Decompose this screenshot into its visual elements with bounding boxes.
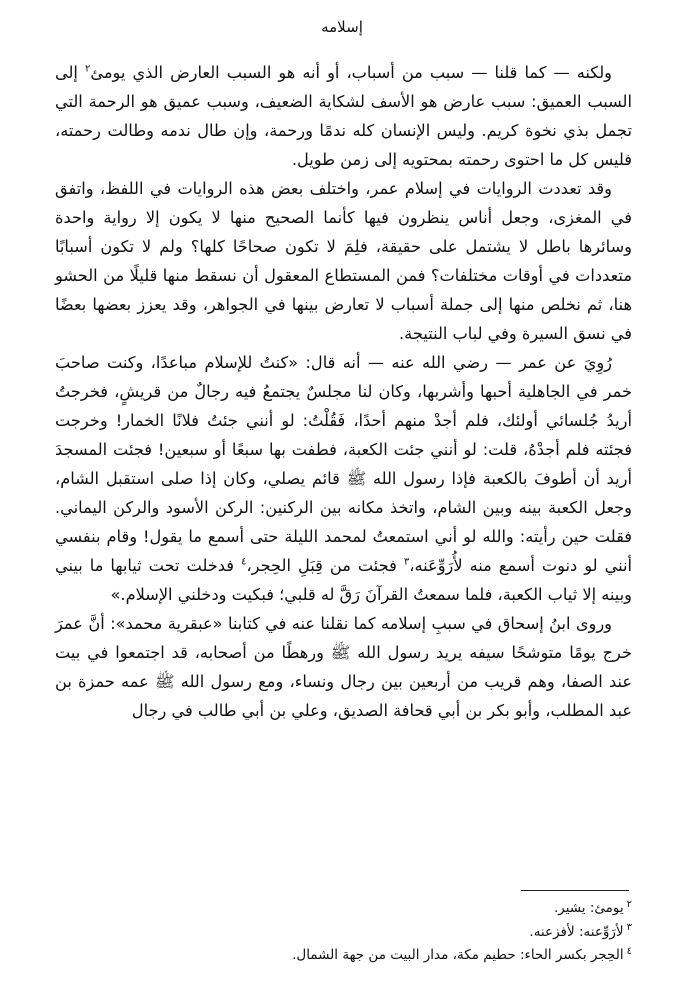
footnote-divider [521, 890, 629, 891]
paragraph-text: فدخلت تحت ثيابها ما بيني وبينه إلا ثياب الكعبة، فلما سمعتُ القرآنَ رَقَّ له قلبي؛ فبكيت ودخلني الإسلام.» [55, 556, 632, 604]
footnote-ref-3: ٣ [403, 556, 410, 568]
paragraph-text: رُوِيَ عن عمر — رضي الله عنه — أنه قال: «كنتُ للإسلام مباعدًا، وكنت صاحبَ خمر في الجاهلية أحبها وأشربها، وكان لنا مجلسٌ يجتمعُ فيه رجالٌ من قريشٍ، فخرجتُ أريدُ جُلسائي أولئك، فلم أجدْ منهم أحدًا، فَقُلْتُ: لو أنني جئتُ فلانًا الخمار! وخرجت فجئته فلم أجدْهُ، قلت: لو أنني جئت الكعبة، فطفت بها سبعًا أو سبعين! فجئت المسجدَ أريد أن أطوفَ بالكعبة فإذا رسول الله ﷺ قائم يصلي، وكان إذا صلى استقبل الشام، وجعل الكعبة بينه وبين الشام، واتخذ مكانه بين الركنين: الركن الأسود والركن اليماني. فقلت حين رأيته: والله لو أني استمعتُ لمحمد الليلة حتى أسمع ما يقول! وقام بنفسي أنني لو دنوت أسمع منه لأُرَوِّعَنه، [55, 353, 632, 575]
body-text [55, 58, 632, 725]
paragraph-text: فجئت من قِبَلِ الحِجر، [246, 556, 404, 575]
footnote-4 [55, 944, 632, 968]
footnote-3 [55, 921, 632, 945]
paragraph-3 [55, 348, 632, 609]
paragraph-text: إلى السبب العميق: سبب عارض هو الأسف لشكاية الضعيف، وسبب عميق هو الرحمة التي تجمل بذي نخوة كريم. وليس الإنسان كله ندمًا ورحمة، وإن طال ندمه وطالت رحمته، فليس كل ما احتوى رحمته بمحتويه إلى زمن طويل. [55, 63, 632, 169]
footnote-2 [55, 897, 632, 921]
footnote-text: يومئ: يشير. [553, 900, 624, 916]
paragraph-text: ولكنه — كما قلنا — سبب من أسباب، أو أنه هو السبب العارض الذي يومئ [90, 63, 613, 82]
footnote-number: ٤ [626, 945, 632, 957]
running-title: إسلامه [321, 18, 363, 36]
footnote-ref-2: ٢ [84, 63, 91, 75]
paragraph-2: وقد تعددت الروايات في إسلام عمر، واختلف بعض هذه الروايات في اللفظ، واتفق في المغزى، وجعل أناس ينظرون فيها كأنما الصحيح منها لا يكون إلا رواية واحدة وسائرها باطل لا يشتمل على حقيقة، فلِمَ لا تكون صحاحًا كلها؟ ولم لا تكون أسبابًا متعددات في أوقات مختلفات؟ فمن المستطاع المعقول أن نسقط منها قليلًا من الحشو هنا، ثم نخلص منها إلى جملة أسباب لا تعارض بينها في الجواهر، وقد يعزز بعضها بعضًا في نسق السيرة وفي لباب النتيجة. [55, 179, 632, 343]
footnote-number: ٣ [626, 922, 632, 933]
footnote-number: ٢ [626, 898, 632, 910]
paragraph-4: وروى ابنُ إسحاق في سببِ إسلامه كما نقلنا عنه في كتابنا «عبقرية محمد»: أنَّ عمرَ خرج يومًا متوشحًا سيفه يريد رسول الله ﷺ ورهطًا من أصحابه، قد اجتمعوا في بيت عند الصفا، وهم قريب من أربعين بين رجال ونساء، ومع رسول الله ﷺ عمه حمزة بن عبد المطلب، وأبو بكر بن أبي قحافة الصديق، وعلي بن أبي طالب في رجال [55, 614, 632, 720]
footnote-ref-4: ٤ [241, 556, 247, 568]
paragraph-1 [55, 58, 632, 174]
footnotes [55, 897, 632, 968]
footnote-text: لأرَوِّعنه: لأفزعنه. [529, 923, 624, 940]
footnote-text: الحِجر بكسر الحاء: حطيم مكة، مدار البيت من جهة الشمال. [292, 947, 624, 963]
